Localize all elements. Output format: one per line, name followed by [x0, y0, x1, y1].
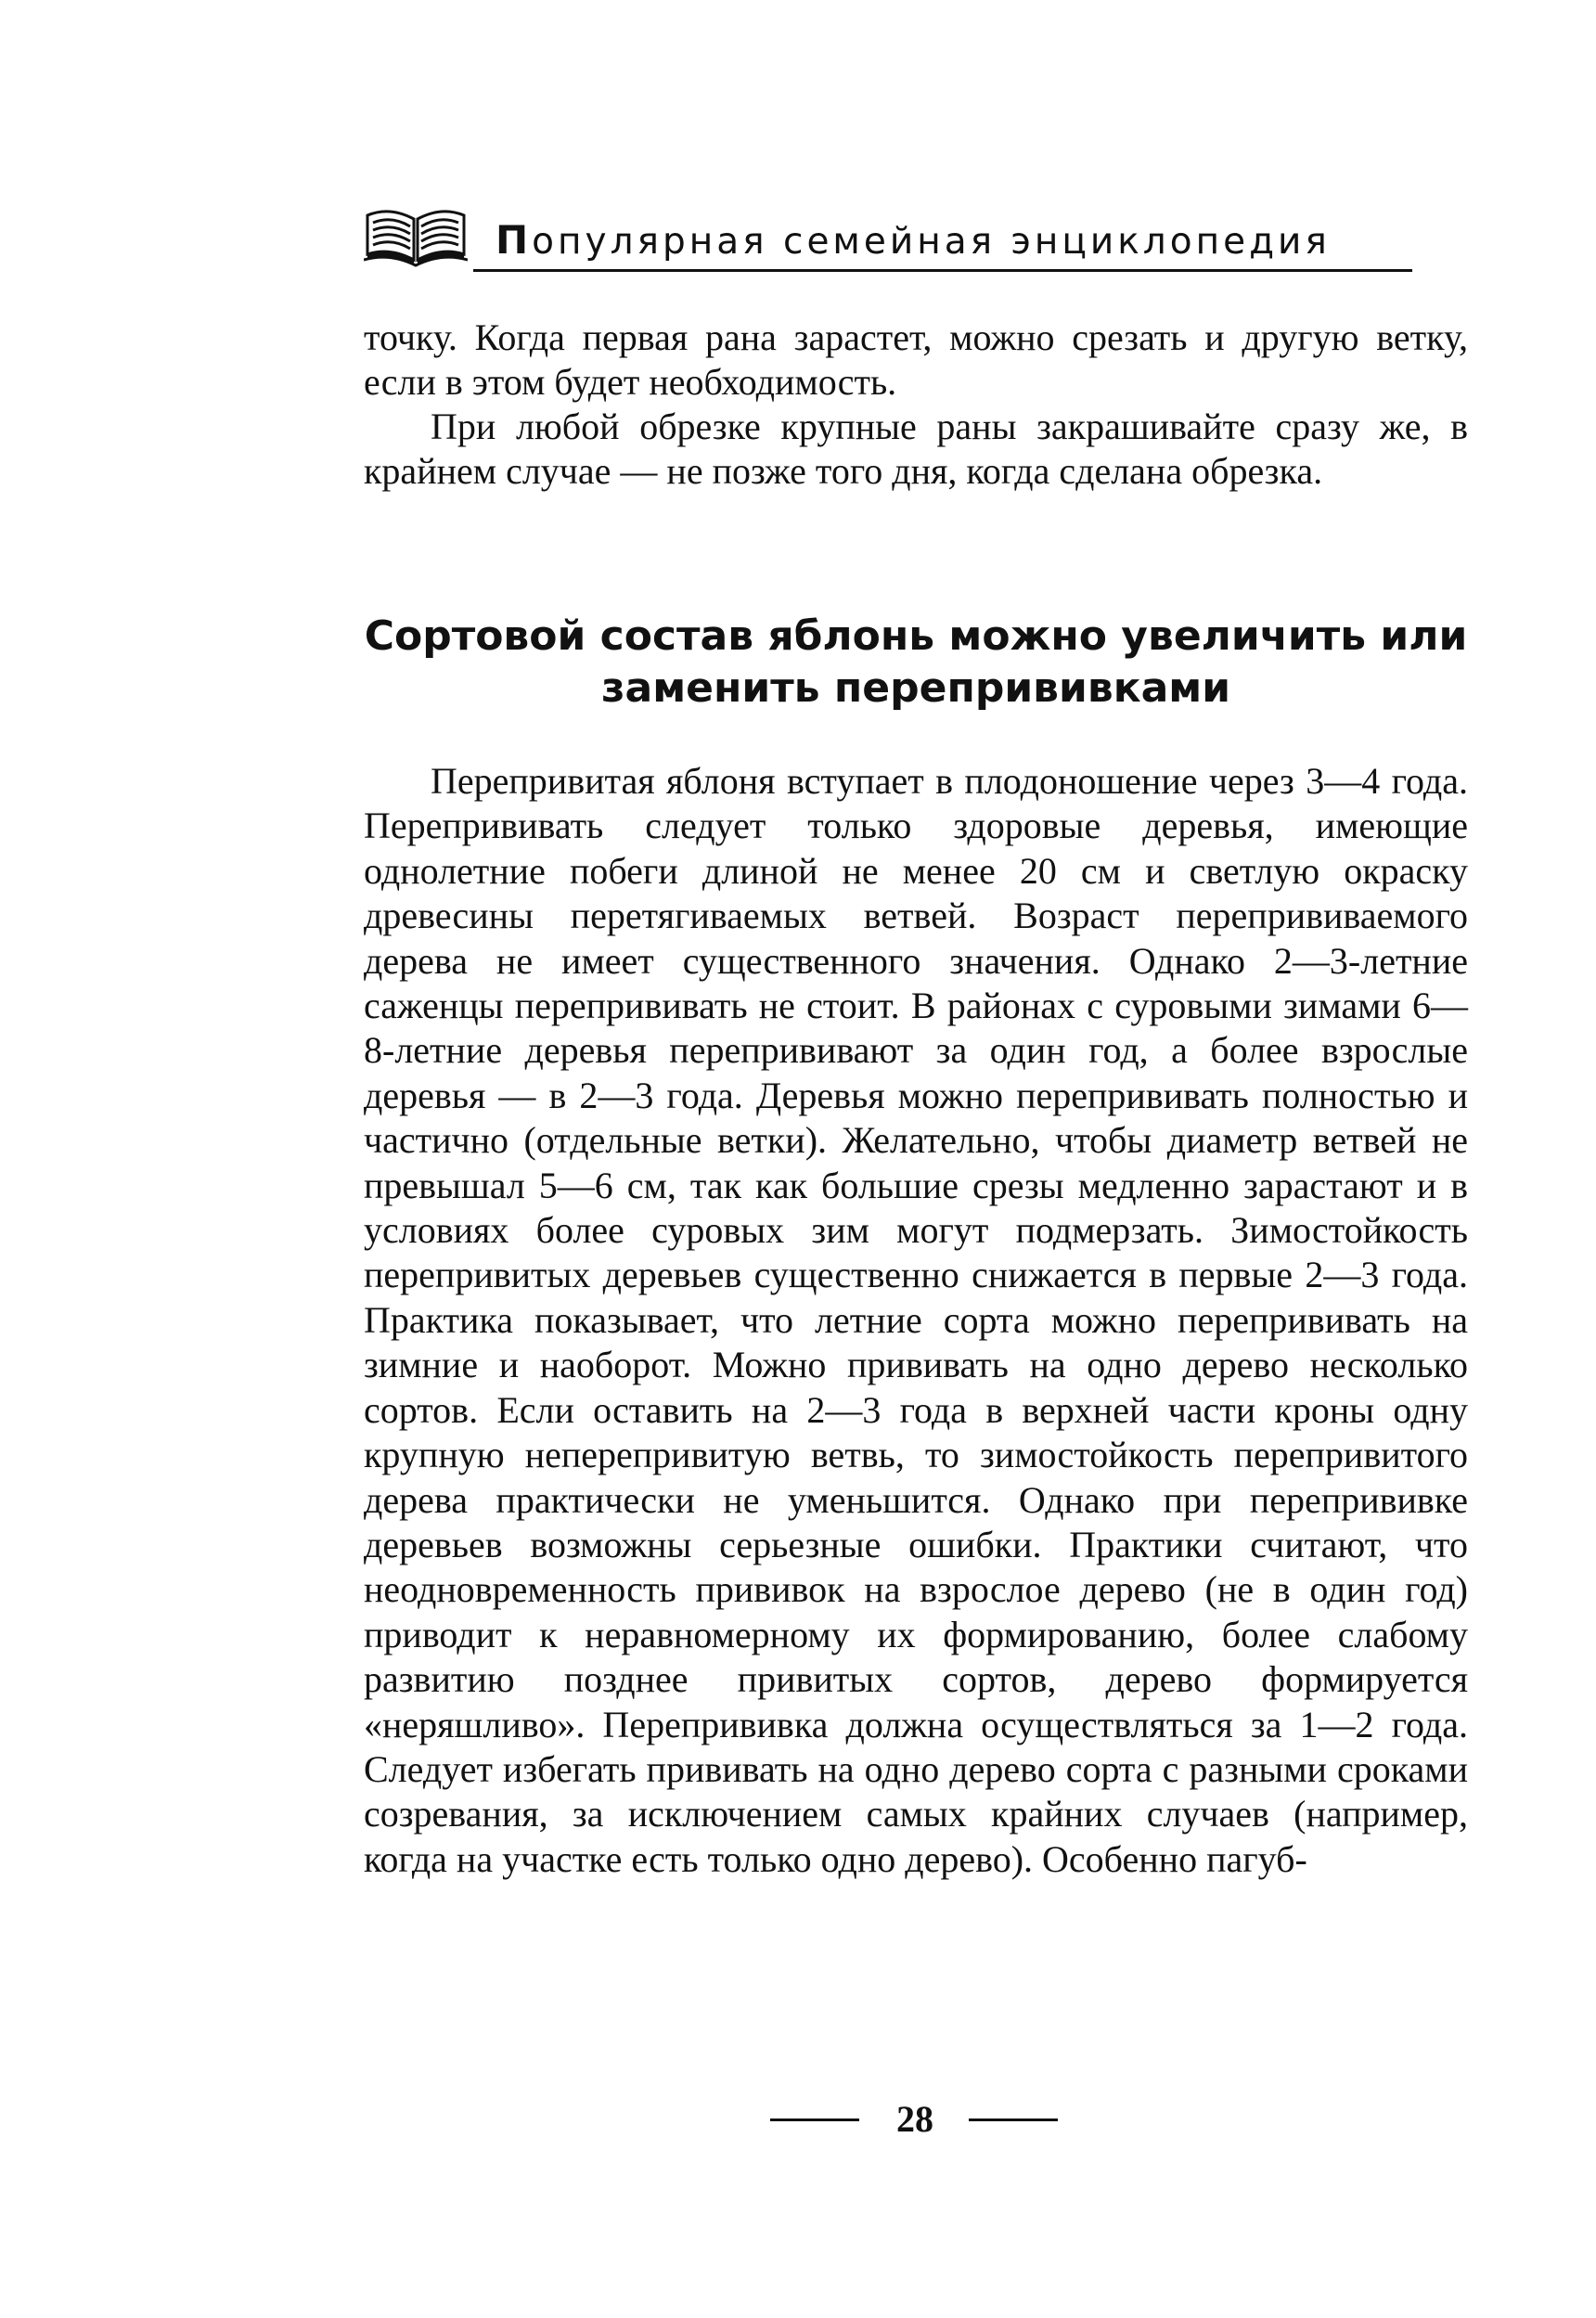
header-title	[496, 217, 1331, 263]
header-title-rest: опулярная семейная энциклопедия	[532, 221, 1331, 263]
footer-rule-left	[770, 2118, 859, 2121]
section-heading: Сортовой состав яблонь можно увеличить или заменить перепрививками	[364, 612, 1468, 712]
open-book-icon	[364, 199, 468, 267]
section-body: Перепривитая яблоня вступает в плодоношение через 3—4 года. Перепрививать следует только здоровые деревья, имеющие однолетние побеги длиной не менее 20 см и светлую окраску древесины перетягиваемых ветвей. Возраст перепрививаемого дерева не имеет существенного значения. Однако 2—3-летние саженцы перепрививать не стоит. В районах с суровыми зимами 6—8-летние деревья перепрививают за один год, а более взрослые деревья — в 2—3 года. Деревья можно перепрививать полностью и частично (отдельные ветки). Желательно, чтобы диаметр ветвей не превышал 5—6 см, так как большие срезы медленно зарастают и в условиях более суровых зим могут подмерзать. Зимостойкость перепривитых деревьев существенно снижается в первые 2—3 года. Практика показывает, что летние сорта можно перепрививать на зимние и наоборот. Можно прививать на одно дерево несколько сортов. Если оставить на 2—3 года в верхней части кроны одну крупную неперепривитую ветвь, то зимостойкость перепривитого дерева практически не уменьшится. Однако при перепрививке деревьев возможны серьезные ошибки. Практики считают, что неодновременность прививок на взрослое дерево (не в один год) приводит к неравномерному их формированию, более слабому развитию позднее привитых сортов, дерево формируется «неряшливо». Перепрививка должна осуществляться за 1—2 года. Следует избегать прививать на одно дерево сорта с разными сроками созревания, за исключением самых крайних случаев (например, когда на участке есть только одно дерево). Особенно пагуб-	[364, 760, 1468, 1880]
paragraph-continuation: точку. Когда первая рана зарастет, можно срезать и другую ветку, если в этом будет необходимость.	[364, 316, 1468, 403]
page-number: 28	[896, 2098, 933, 2140]
paragraph-painting: При любой обрезке крупные раны закрашивайте сразу же, в крайнем случае — не позже того дня, когда сделана обрезка.	[364, 406, 1468, 492]
header-title-initial: П	[496, 217, 533, 263]
header-rule	[473, 269, 1412, 272]
running-header	[364, 193, 1412, 273]
page-footer	[770, 2098, 1067, 2140]
footer-rule-right	[969, 2118, 1058, 2121]
